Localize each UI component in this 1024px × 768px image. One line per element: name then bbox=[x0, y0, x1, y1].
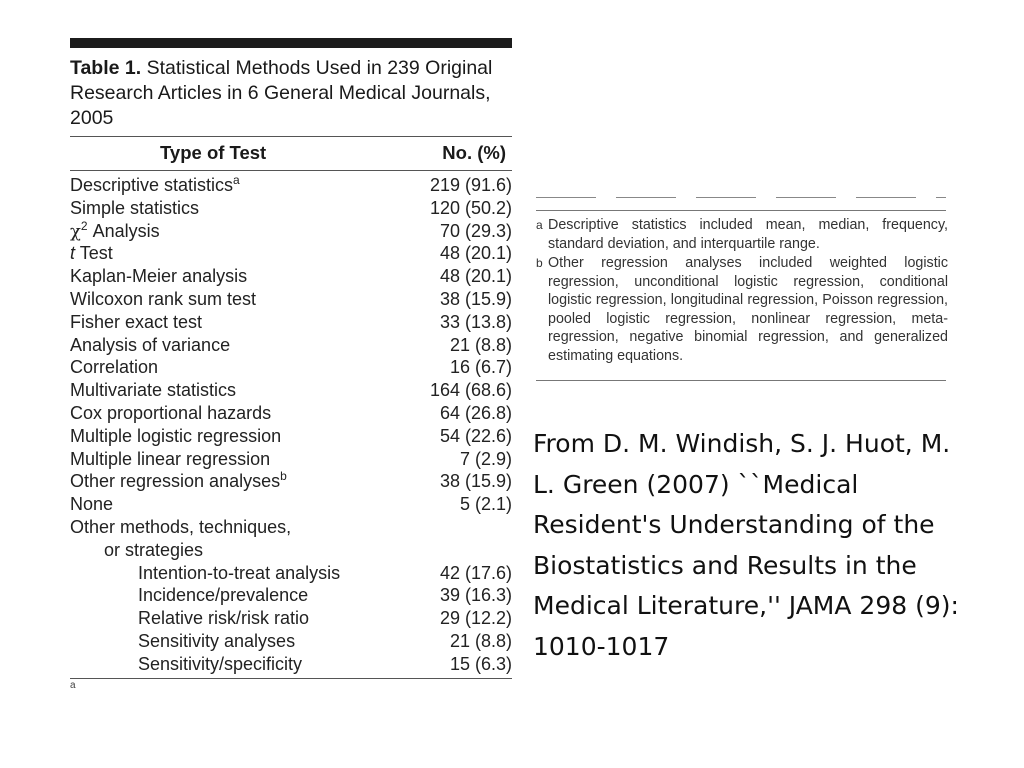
row-label-text: Other methods, techniques, bbox=[70, 516, 292, 537]
row-label-text: Relative risk/risk ratio bbox=[138, 608, 310, 629]
row-label-text: Cox proportional hazards bbox=[70, 402, 272, 423]
row-label bbox=[70, 197, 199, 220]
row-value: 33 (13.8) bbox=[439, 311, 512, 332]
row-label bbox=[70, 334, 230, 357]
row-label bbox=[70, 288, 256, 311]
row-value: 120 (50.2) bbox=[429, 197, 512, 218]
row-label bbox=[70, 242, 113, 265]
row-value: 15 (6.3) bbox=[449, 653, 512, 674]
table-footnote-mark: a bbox=[70, 680, 76, 691]
row-label-text: Other regression analyses bbox=[70, 471, 281, 492]
table-rule-bottom bbox=[70, 678, 512, 679]
table-title-text: Statistical Methods Used in 239 Original Research Articles in 6 General Medical Journals, 2005 bbox=[70, 57, 493, 129]
table-row bbox=[70, 607, 512, 630]
table-row bbox=[70, 539, 512, 562]
row-value: 70 (29.3) bbox=[439, 220, 512, 241]
footnote-rule-bottom bbox=[536, 380, 946, 381]
row-label bbox=[138, 607, 309, 630]
cropped-line bbox=[536, 196, 946, 200]
row-label-text: Correlation bbox=[70, 357, 159, 378]
row-label-text: Multiple linear regression bbox=[70, 448, 271, 469]
row-value: 64 (26.8) bbox=[439, 402, 512, 423]
row-label bbox=[104, 539, 203, 562]
row-value: 29 (12.2) bbox=[439, 608, 512, 629]
statistics-table bbox=[70, 38, 512, 691]
table-row bbox=[70, 630, 512, 653]
table-row bbox=[70, 562, 512, 585]
row-value: 54 (22.6) bbox=[439, 425, 512, 446]
row-label bbox=[70, 493, 113, 516]
row-value: 48 (20.1) bbox=[439, 266, 512, 287]
row-label bbox=[70, 379, 236, 402]
row-value: 39 (16.3) bbox=[439, 585, 512, 606]
table-title-label: Table 1. bbox=[70, 57, 142, 79]
footnote-a-mark: a bbox=[536, 218, 543, 232]
row-label-text: Analysis of variance bbox=[70, 334, 231, 355]
row-label bbox=[138, 653, 302, 676]
table-row bbox=[70, 356, 512, 379]
row-label-text: Simple statistics bbox=[70, 197, 200, 218]
row-label bbox=[70, 174, 240, 197]
footnote-a-text: Descriptive statistics included mean, median, frequency, standard deviation, and interquartile range. bbox=[548, 217, 948, 252]
row-label bbox=[70, 265, 247, 288]
row-label-text: Multivariate statistics bbox=[70, 380, 237, 401]
row-value: 48 (20.1) bbox=[439, 243, 512, 264]
row-label-text: t Test bbox=[70, 243, 113, 264]
table-row bbox=[70, 242, 512, 265]
row-value: 164 (68.6) bbox=[429, 380, 512, 401]
column-header-type: Type of Test bbox=[160, 142, 267, 163]
row-label bbox=[138, 630, 295, 653]
row-label bbox=[138, 584, 308, 607]
row-label-text: or strategies bbox=[104, 539, 204, 560]
footnote-a bbox=[536, 216, 948, 253]
column-header-count: No. (%) bbox=[442, 142, 506, 163]
row-label-text: Intention-to-treat analysis bbox=[138, 562, 341, 583]
row-label bbox=[70, 448, 270, 471]
footnote-marker: b bbox=[280, 469, 287, 484]
row-label bbox=[70, 356, 158, 379]
row-label bbox=[138, 562, 340, 585]
table-rule-top bbox=[70, 136, 512, 137]
row-label bbox=[70, 516, 291, 539]
table-row bbox=[70, 379, 512, 402]
table-row bbox=[70, 220, 512, 243]
row-value: 21 (8.8) bbox=[449, 630, 512, 651]
row-value: 5 (2.1) bbox=[459, 494, 512, 515]
citation-text: From D. M. Windish, S. J. Huot, M. L. Green (2007) ``Medical Resident's Understanding of the Biostatistics and Results in the Medical Literature,'' JAMA 298 (9): 1010-1017 bbox=[533, 429, 959, 661]
table-body bbox=[70, 174, 512, 676]
footnote-b-mark: b bbox=[536, 256, 543, 270]
table-rule-header bbox=[70, 170, 512, 171]
table-row bbox=[70, 174, 512, 197]
row-value: 7 (2.9) bbox=[459, 448, 512, 469]
row-label-text: Incidence/prevalence bbox=[138, 585, 309, 606]
row-label-text: Sensitivity/specificity bbox=[138, 653, 303, 674]
row-label-text: None bbox=[70, 494, 114, 515]
row-label bbox=[70, 311, 202, 334]
row-label bbox=[70, 402, 271, 425]
row-label-text: Fisher exact test bbox=[70, 311, 203, 332]
row-value: 42 (17.6) bbox=[439, 562, 512, 583]
table-row bbox=[70, 448, 512, 471]
row-value: 16 (6.7) bbox=[449, 357, 512, 378]
row-label bbox=[70, 220, 160, 244]
table-row bbox=[70, 516, 512, 539]
row-value: 21 (8.8) bbox=[449, 334, 512, 355]
row-label-text: Multiple logistic regression bbox=[70, 425, 282, 446]
table-row bbox=[70, 334, 512, 357]
footnote-rule-top bbox=[536, 210, 946, 211]
footnote-b-text: Other regression analyses included weighted logistic regression, unconditional logistic regression, conditional logistic regression, longitudinal regression, Poisson regression, pooled logistic regression, nonlinear regression, meta-regression, negative binomial regression, and generalized estimating equations. bbox=[548, 255, 948, 364]
row-value: 38 (15.9) bbox=[439, 288, 512, 309]
table-footnotes bbox=[536, 196, 946, 386]
row-value: 38 (15.9) bbox=[439, 471, 512, 492]
row-label-text: Kaplan-Meier analysis bbox=[70, 266, 248, 287]
table-top-bar bbox=[70, 38, 512, 48]
table-row bbox=[70, 470, 512, 493]
row-value: 219 (91.6) bbox=[429, 175, 512, 195]
row-label bbox=[70, 470, 287, 493]
row-label-text: Sensitivity analyses bbox=[138, 630, 296, 651]
table-row bbox=[70, 197, 512, 220]
table-title bbox=[70, 56, 512, 131]
table-row bbox=[70, 425, 512, 448]
row-label bbox=[70, 425, 281, 448]
table-row bbox=[70, 311, 512, 334]
row-label-text: Wilcoxon rank sum test bbox=[70, 288, 257, 309]
table-row bbox=[70, 584, 512, 607]
row-label-text: $\chi^2$ Analysis bbox=[70, 218, 160, 242]
table-row bbox=[70, 265, 512, 288]
table-row bbox=[70, 493, 512, 516]
table-row bbox=[70, 402, 512, 425]
table-row bbox=[70, 288, 512, 311]
table-row bbox=[70, 653, 512, 676]
footnote-marker: a bbox=[233, 173, 240, 187]
footnote-b bbox=[536, 254, 948, 366]
row-label-text: Descriptive statistics bbox=[70, 175, 234, 195]
